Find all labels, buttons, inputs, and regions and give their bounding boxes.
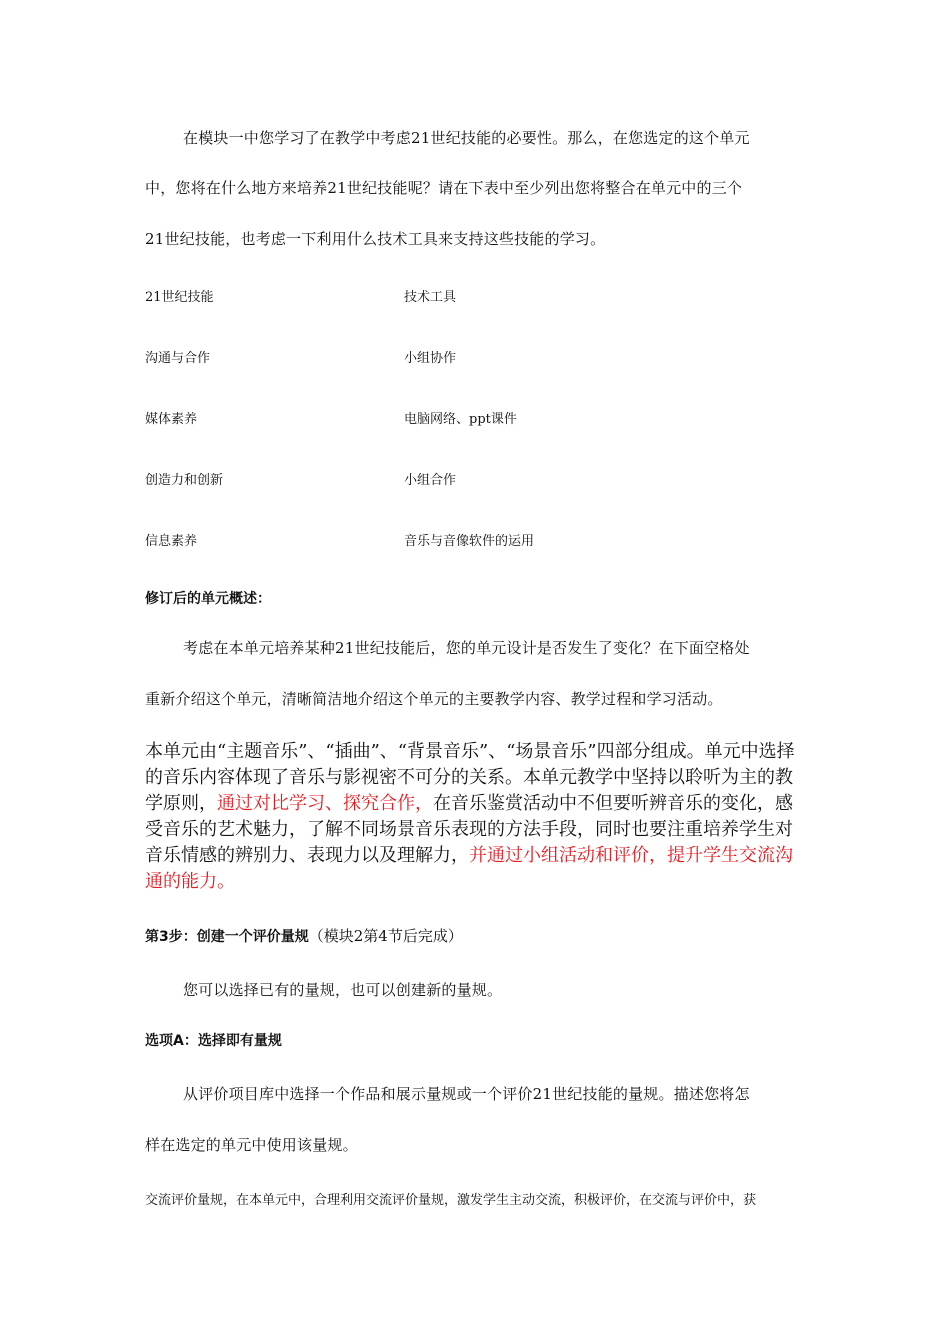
table-cell-tool: 小组协作 [404, 351, 457, 366]
table-cell-skill: 创造力和创新 [145, 473, 224, 488]
table-header-tool: 技术工具 [404, 290, 457, 305]
table-cell-skill: 信息素养 [145, 534, 198, 549]
intro-line-3: 21世纪技能，也考虑一下利用什么技术工具来支持这些技能的学习。 [145, 230, 606, 248]
overview-prompt-line-2: 重新介绍这个单元，清晰简洁地介绍这个单元的主要教学内容、教学过程和学习活动。 [145, 690, 723, 708]
intro-line-1: 在模块一中您学习了在教学中考虑21世纪技能的必要性。那么，在您选定的这个单元 [183, 129, 750, 147]
option-a-heading: 选项A：选择即有量规 [145, 1033, 282, 1049]
step3-heading [145, 925, 810, 946]
table-cell-tool: 小组合作 [404, 473, 457, 488]
overview-answer [145, 739, 795, 895]
table-cell-skill: 媒体素养 [145, 412, 198, 427]
overview-answer-text-1: 本单元由“主题音乐”、“插曲”、“背景音乐”、“场景音乐”四部分组成。单元中选择的音乐内容体现了音乐与影视密不可分的关系。本单元教学中坚持以聆听为主的教学原则， [145, 741, 795, 814]
option-a-line-1: 从评价项目库中选择一个作品和展示量规或一个评价21世纪技能的量规。描述您将怎 [183, 1085, 750, 1103]
option-a-answer: 交流评价量规，在本单元中，合理利用交流评价量规，激发学生主动交流，积极评价，在交流与评价中，获 [145, 1193, 757, 1208]
table-cell-skill: 沟通与合作 [145, 351, 211, 366]
overview-answer-highlight-2: 并通过小组活动和评价，提升学生交流沟通的能力。 [145, 845, 793, 892]
step3-heading-note: （模块2第4节后完成） [308, 927, 463, 945]
table-header-skill: 21世纪技能 [145, 290, 214, 305]
overview-answer-text-2: 在音乐鉴赏活动中不但要听辨音乐的变化，感受音乐的艺术魅力，了解不同场景音乐表现的方法手段，同时也要注重培养学生对音乐情感的辨别力、表现力以及理解力， [145, 793, 793, 866]
table-cell-tool: 电脑网络、ppt课件 [404, 412, 517, 427]
table-cell-tool: 音乐与音像软件的运用 [404, 534, 535, 549]
step3-line: 您可以选择已有的量规，也可以创建新的量规。 [183, 981, 503, 999]
option-a-line-2: 样在选定的单元中使用该量规。 [145, 1136, 358, 1154]
intro-line-2: 中，您将在什么地方来培养21世纪技能呢？请在下表中至少列出您将整合在单元中的三个 [145, 179, 743, 197]
overview-answer-highlight-1: 通过对比学习、探究合作， [217, 793, 433, 814]
revised-overview-heading: 修订后的单元概述： [145, 591, 271, 607]
overview-prompt-line-1: 考虑在本单元培养某种21世纪技能后，您的单元设计是否发生了变化？在下面空格处 [183, 639, 750, 657]
step3-heading-title: 第3步：创建一个评价量规 [145, 929, 309, 945]
